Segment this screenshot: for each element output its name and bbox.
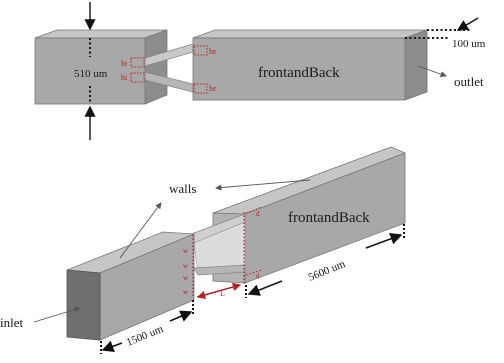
bottom-inlet-label: inlet (0, 315, 24, 330)
top-outlet-label: outlet (454, 74, 484, 89)
bottom-w-label-2: w (183, 262, 189, 270)
top-hi-label-1: hi (121, 59, 128, 68)
bottom-w-label-4: w (183, 288, 189, 296)
bottom-block-label: frontandBack (288, 210, 370, 226)
top-he-label-1: he (209, 47, 217, 56)
top-view (35, 2, 486, 140)
inlet-dim-arrow-right (170, 312, 191, 321)
top-depth-label: 100 um (452, 38, 486, 50)
inlet-length-label: 1500 um (124, 323, 166, 349)
bottom-walls-label: walls (169, 181, 197, 196)
top-left-block (35, 30, 167, 104)
bottom-left-block (67, 232, 194, 340)
bottom-view (0, 147, 405, 354)
top-he-label-2: he (209, 84, 217, 93)
bottom-d-label-2: d (256, 272, 260, 280)
bottom-gap-label: L (220, 289, 225, 298)
bottom-d-label-1: d (256, 210, 260, 218)
bottom-w-label-1: w (183, 247, 189, 255)
inlet-dim-arrow-left (103, 343, 122, 350)
top-height-label: 510 um (74, 68, 108, 80)
bottom-gap-arrow-back (198, 285, 240, 297)
top-hi-label-2: hi (121, 73, 128, 82)
outlet-dim-arrow-right (366, 235, 401, 248)
bottom-w-label-3: w (183, 274, 189, 282)
outlet-length-label: 5600 um (306, 258, 348, 284)
outlet-dim-arrow-left (249, 281, 282, 294)
top-block-label: frontandBack (258, 65, 340, 81)
top-depth-arrow (458, 18, 478, 30)
